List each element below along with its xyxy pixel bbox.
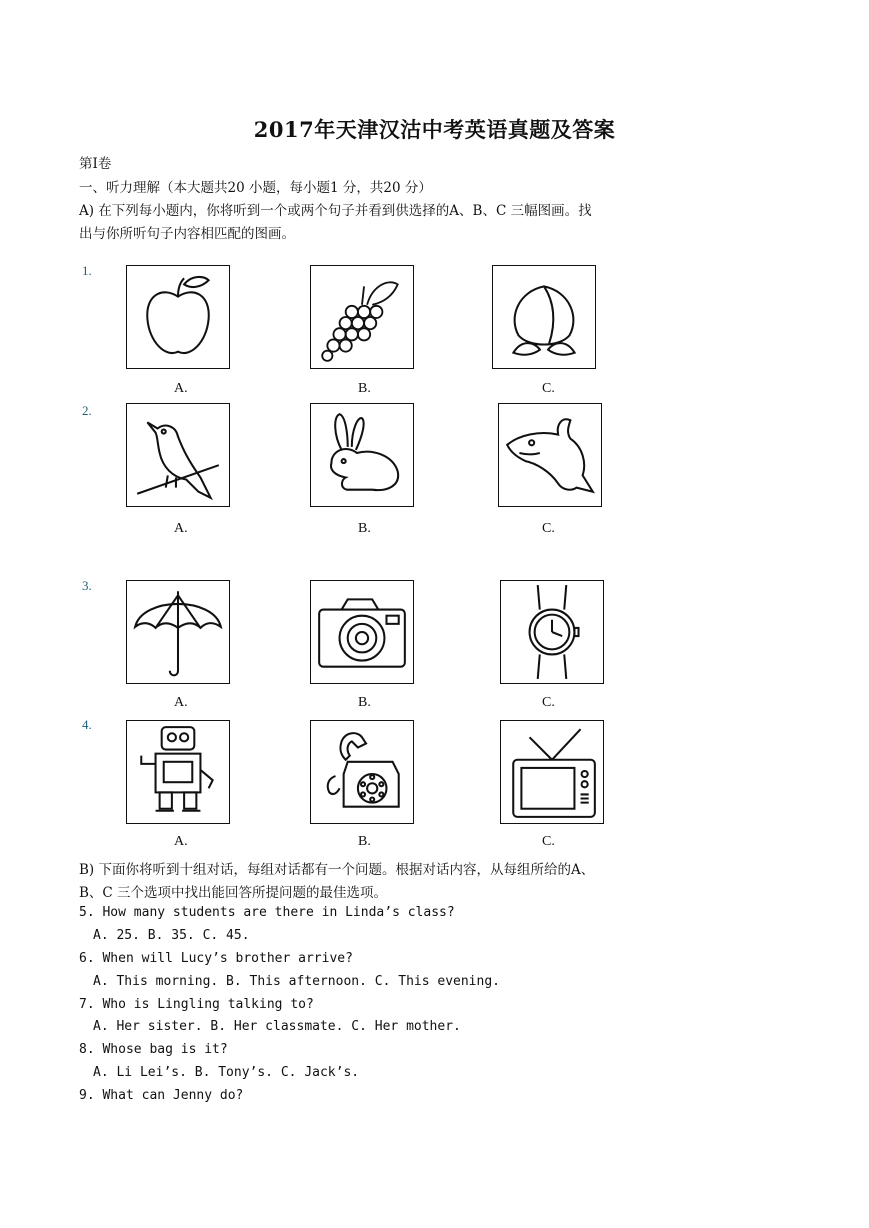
option-label: B. bbox=[358, 695, 371, 710]
question-options: A. Her sister. B. Her classmate. C. Her mother. bbox=[93, 1019, 461, 1034]
option-label: C. bbox=[542, 695, 555, 710]
question-text: 9. What can Jenny do? bbox=[79, 1088, 244, 1103]
robot-icon bbox=[126, 720, 230, 824]
question-number: 4. bbox=[82, 717, 92, 732]
question-text: 7. Who is Lingling talking to? bbox=[79, 997, 314, 1012]
question-text: 8. Whose bag is it? bbox=[79, 1042, 228, 1057]
question-number: 3. bbox=[82, 578, 92, 593]
question-options: A. This morning. B. This afternoon. C. This evening. bbox=[93, 974, 500, 989]
apple-icon bbox=[126, 265, 230, 369]
partA-instruction-2: 出与你所听句子内容相匹配的图画。 bbox=[79, 226, 295, 242]
partA-instruction-1: A) 在下列每小题内，你将听到一个或两个句子并看到供选择的A、B、C 三幅图画。找 bbox=[79, 203, 592, 219]
question-options: A. 25. B. 35. C. 45. bbox=[93, 928, 250, 943]
section-heading: 第Ⅰ卷 bbox=[79, 156, 112, 172]
option-label: A. bbox=[174, 695, 188, 710]
question-options: A. Li Lei’s. B. Tony’s. C. Jack’s. bbox=[93, 1065, 360, 1080]
watch-icon bbox=[500, 580, 604, 684]
telephone-icon bbox=[310, 720, 414, 824]
page-title: 2017年天津汉沽中考英语真题及答案 bbox=[253, 117, 616, 142]
umbrella-icon bbox=[126, 580, 230, 684]
peach-icon bbox=[492, 265, 596, 369]
grapes-icon bbox=[310, 265, 414, 369]
question-text: 6. When will Lucy’s brother arrive? bbox=[79, 951, 353, 966]
option-label: C. bbox=[542, 521, 555, 536]
television-icon bbox=[500, 720, 604, 824]
partB-instruction-1: B) 下面你将听到十组对话，每组对话都有一个问题。根据对话内容，从每组所给的A、 bbox=[79, 862, 595, 878]
partB-instruction-2: B、C 三个选项中找出能回答所提问题的最佳选项。 bbox=[79, 885, 388, 901]
dolphin-icon bbox=[498, 403, 602, 507]
option-label: B. bbox=[358, 834, 371, 849]
bird-icon bbox=[126, 403, 230, 507]
option-label: A. bbox=[174, 521, 188, 536]
question-number: 1. bbox=[82, 263, 92, 278]
option-label: C. bbox=[542, 834, 555, 849]
camera-icon bbox=[310, 580, 414, 684]
part1-heading: 一、听力理解（本大题共20 小题，每小题1 分，共20 分） bbox=[79, 180, 432, 196]
option-label: A. bbox=[174, 834, 188, 849]
option-label: B. bbox=[358, 521, 371, 536]
question-number: 2. bbox=[82, 403, 92, 418]
option-label: C. bbox=[542, 381, 555, 396]
option-label: B. bbox=[358, 381, 371, 396]
rabbit-icon bbox=[310, 403, 414, 507]
question-text: 5. How many students are there in Linda’s class? bbox=[79, 905, 455, 920]
option-label: A. bbox=[174, 381, 188, 396]
